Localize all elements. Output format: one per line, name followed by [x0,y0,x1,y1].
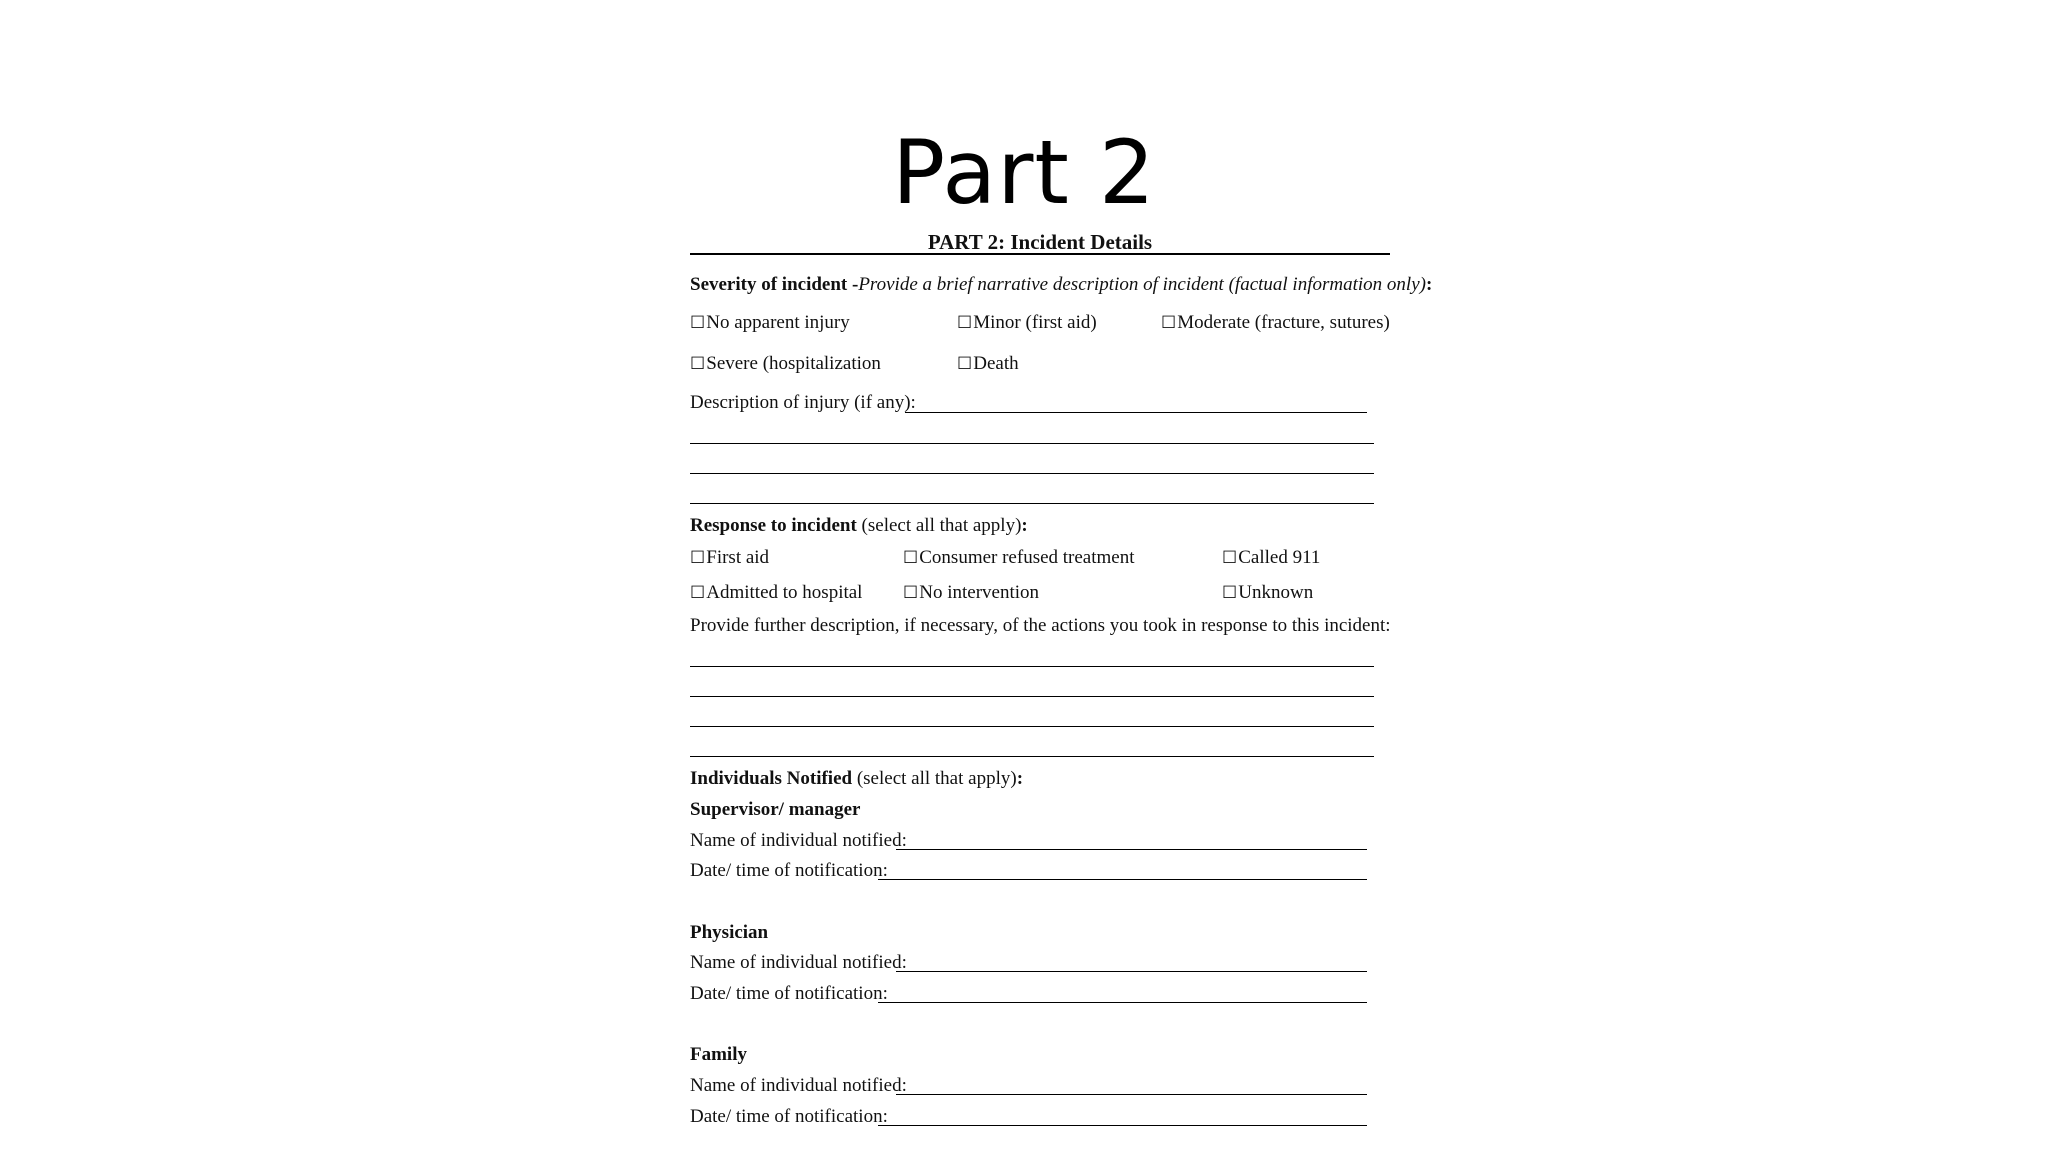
option-label: Unknown [1238,582,1314,603]
severity-option-death[interactable] [957,353,1019,375]
family-name-label: Name of individual notified: [690,1075,907,1096]
severity-label [690,274,1432,296]
severity-option-minor[interactable] [957,312,1097,334]
severity-option-severe[interactable] [690,353,881,375]
physician-name-field[interactable] [896,971,1367,972]
family-name-field[interactable] [896,1094,1367,1095]
option-label: Consumer refused treatment [919,547,1135,568]
option-label: Moderate (fracture, sutures) [1177,312,1390,333]
severity-colon: : [1425,274,1433,295]
physician-date-field[interactable] [878,1002,1367,1003]
notified-colon: : [1016,768,1024,789]
severity-label-italic: Provide a brief narrative description of incident (factual information only) [858,274,1426,295]
notified-label [690,768,1023,790]
response-label [690,515,1028,537]
checkbox-icon[interactable]: ☐ [957,354,973,374]
severity-option-moderate[interactable] [1161,312,1390,334]
response-option-911[interactable] [1222,547,1320,569]
injury-description-line[interactable] [690,473,1374,474]
supervisor-name-field[interactable] [896,849,1367,850]
injury-description-field[interactable] [905,412,1367,413]
group-title-supervisor: Supervisor/ manager [690,799,861,820]
supervisor-date-field[interactable] [878,879,1367,880]
further-description-line[interactable] [690,666,1374,667]
further-description-line[interactable] [690,726,1374,727]
supervisor-date-label: Date/ time of notification: [690,860,888,881]
response-option-unknown[interactable] [1222,582,1313,604]
physician-date-label: Date/ time of notification: [690,983,888,1004]
group-title-physician: Physician [690,922,769,943]
option-label: Severe (hospitalization [706,353,881,374]
checkbox-icon[interactable]: ☐ [1222,583,1238,603]
checkbox-icon[interactable]: ☐ [690,583,706,603]
option-label: First aid [706,547,770,568]
option-label: Called 911 [1238,547,1321,568]
option-label: No apparent injury [706,312,850,333]
option-label: Minor (first aid) [973,312,1097,333]
further-description-label: Provide further description, if necessary, of the actions you took in response to this incident: [690,615,1391,636]
injury-description-line[interactable] [690,503,1374,504]
further-description-line[interactable] [690,696,1374,697]
response-option-hospital[interactable] [690,582,862,604]
checkbox-icon[interactable]: ☐ [1161,313,1177,333]
header-divider [690,253,1390,255]
form-header: PART 2: Incident Details [927,230,1153,254]
checkbox-icon[interactable]: ☐ [690,548,706,568]
checkbox-icon[interactable]: ☐ [690,313,706,333]
injury-description-label: Description of injury (if any): [690,392,916,413]
family-date-field[interactable] [878,1125,1367,1126]
option-label: Death [973,353,1019,374]
checkbox-icon[interactable]: ☐ [957,313,973,333]
response-option-no-intervention[interactable] [903,582,1039,604]
checkbox-icon[interactable]: ☐ [903,548,919,568]
severity-option-no-injury[interactable] [690,312,850,334]
further-description-line[interactable] [690,756,1374,757]
response-option-refused[interactable] [903,547,1135,569]
response-label-bold: Response to incident [690,515,857,536]
injury-description-line[interactable] [690,443,1374,444]
response-colon: : [1021,515,1028,536]
group-title-family: Family [690,1044,747,1065]
supervisor-name-label: Name of individual notified: [690,830,907,851]
checkbox-icon[interactable]: ☐ [690,354,706,374]
notified-label-bold: Individuals Notified [690,768,853,789]
option-label: Admitted to hospital [706,582,863,603]
response-option-first-aid[interactable] [690,547,769,569]
checkbox-icon[interactable]: ☐ [1222,548,1238,568]
option-label: No intervention [919,582,1040,603]
notified-label-normal: (select all that apply) [852,768,1017,789]
severity-label-bold: Severity of incident - [690,274,859,295]
physician-name-label: Name of individual notified: [690,952,907,973]
checkbox-icon[interactable]: ☐ [903,583,919,603]
slide-title: Part 2 [892,121,1156,224]
response-label-normal: (select all that apply) [856,515,1022,536]
family-date-label: Date/ time of notification: [690,1106,888,1127]
